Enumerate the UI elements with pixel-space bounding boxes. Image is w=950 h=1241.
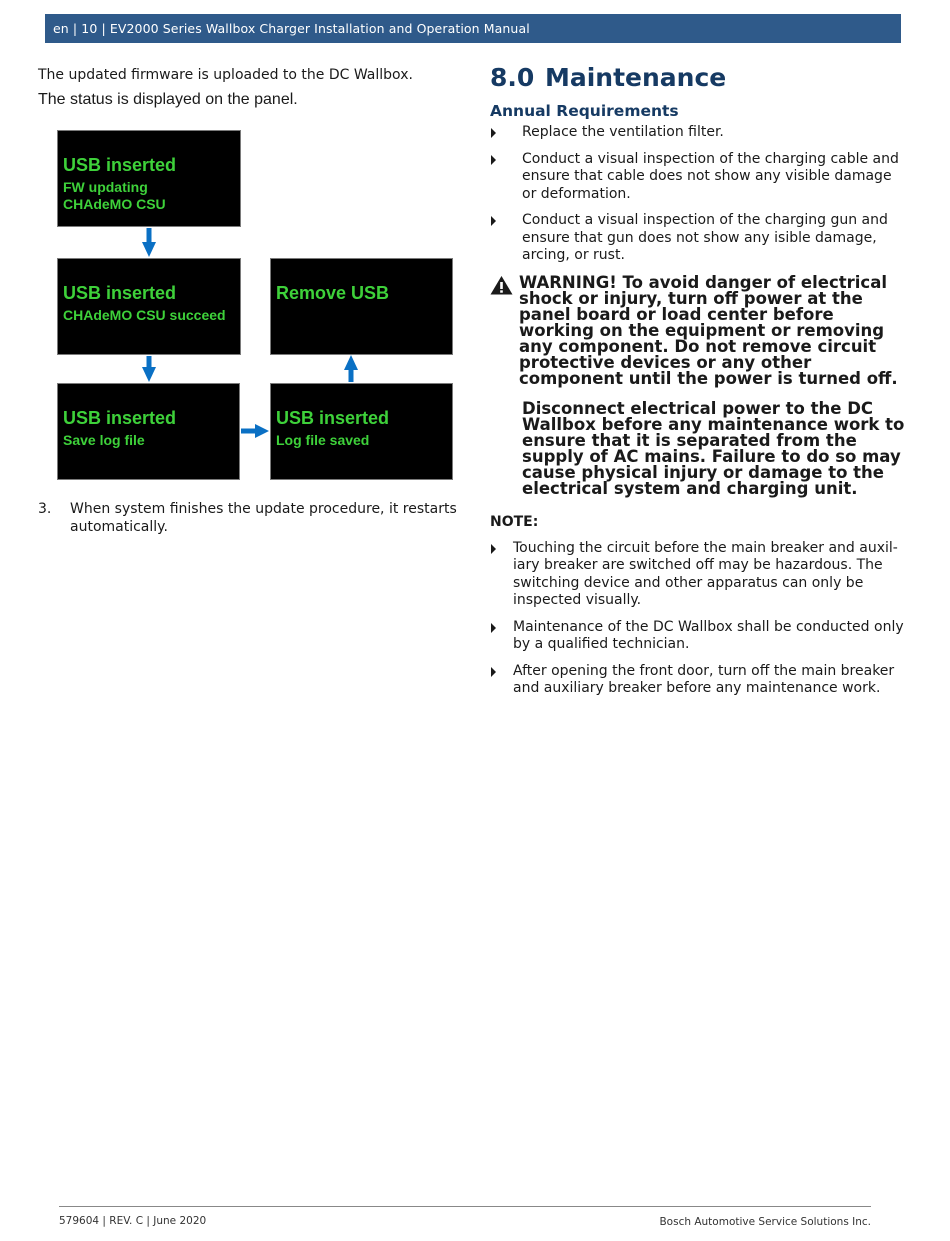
usb-update-flow-diagram — [56, 129, 456, 484]
warning-icon — [490, 275, 513, 295]
arrow-up-head — [344, 355, 358, 370]
box-line: CHAdeMO CSU succeed — [63, 307, 226, 323]
list-item — [490, 663, 906, 698]
box-line: Save log file — [63, 432, 145, 448]
disconnect-warning-text: Disconnect electrical power to the DC Wallbox before any maintenance work to ensure that it is separated from the supply of AC mains. Failure to do so may cause physical injury or damage to the electrical system and charging unit. — [522, 398, 905, 498]
notes-list — [490, 540, 906, 698]
right-column — [490, 62, 906, 707]
list-item — [490, 540, 906, 610]
warning-text: WARNING! To avoid danger of electrical shock or injury, turn off power at the panel board or load center before working on the equipment or removing any component. Do not remove circuit protective devices or any other component until the power is turned off. — [519, 272, 898, 388]
subheading-annual-requirements: Annual Requirements — [490, 102, 679, 120]
box-line: Log file saved — [276, 432, 370, 448]
box-line: USB inserted — [63, 155, 177, 175]
footer-divider — [59, 1206, 871, 1207]
step-number: 3. — [38, 501, 52, 517]
box-line: USB inserted — [63, 283, 177, 303]
step-text: When system finishes the update procedure, it restarts automatically. — [70, 501, 457, 535]
box-line: Remove USB — [276, 283, 390, 303]
section-title: 8.0 Maintenance — [490, 63, 727, 92]
list-item-text: Replace the ventilation filter. — [522, 124, 724, 140]
warning-block — [490, 272, 906, 388]
header-text: en | 10 | EV2000 Series Wallbox Charger Installation and Operation Manual — [53, 21, 530, 36]
bullet-arrow-icon — [491, 623, 496, 633]
note-label: NOTE: — [490, 513, 539, 530]
bullet-arrow-icon — [491, 128, 496, 138]
footer-company: Bosch Automotive Service Solutions Inc. — [659, 1216, 871, 1228]
bullet-arrow-icon — [491, 667, 496, 677]
intro-firmware-text: The updated firmware is uploaded to the DC Wallbox. — [38, 67, 413, 83]
list-item-text: Conduct a visual inspection of the charging cable and ensure that cable does not show any visible damage or deformation. — [522, 150, 899, 202]
arrow-down-1-head — [142, 242, 156, 257]
arrow-down-2-head — [142, 367, 156, 382]
box-line: USB inserted — [63, 408, 177, 428]
box-line: CHAdeMO CSU — [63, 196, 166, 212]
intro-status-text: The status is displayed on the panel. — [38, 91, 298, 108]
footer-doc-info: 579604 | REV. C | June 2020 — [59, 1215, 207, 1227]
page-header — [45, 14, 901, 43]
flow-arrows — [56, 129, 456, 484]
requirements-list — [490, 124, 906, 265]
box-line: FW updating — [63, 179, 148, 195]
box-line: USB inserted — [276, 408, 390, 428]
bullet-arrow-icon — [491, 216, 496, 226]
step-3 — [38, 500, 468, 536]
list-item — [490, 619, 906, 654]
list-item-text: Maintenance of the DC Wallbox shall be conducted only by a qualified technician. — [513, 618, 904, 652]
list-item-text: After opening the front door, turn off the main breaker and auxiliary breaker before any maintenance work. — [513, 662, 895, 696]
list-item — [490, 212, 906, 265]
bullet-arrow-icon — [491, 544, 496, 554]
bullet-arrow-icon — [491, 155, 496, 165]
arrow-right-head — [255, 424, 269, 438]
list-item — [490, 151, 906, 204]
left-column — [38, 66, 468, 110]
list-item-text: Conduct a visual inspection of the charging gun and ensure that gun does not show any isible damage, arcing, or rust. — [522, 212, 888, 263]
list-item-text: Touching the circuit before the main breaker and auxil-iary breaker are switched off may be hazardous. The switching device and other apparatus can only be inspected visually. — [513, 539, 898, 608]
list-item — [490, 124, 906, 142]
